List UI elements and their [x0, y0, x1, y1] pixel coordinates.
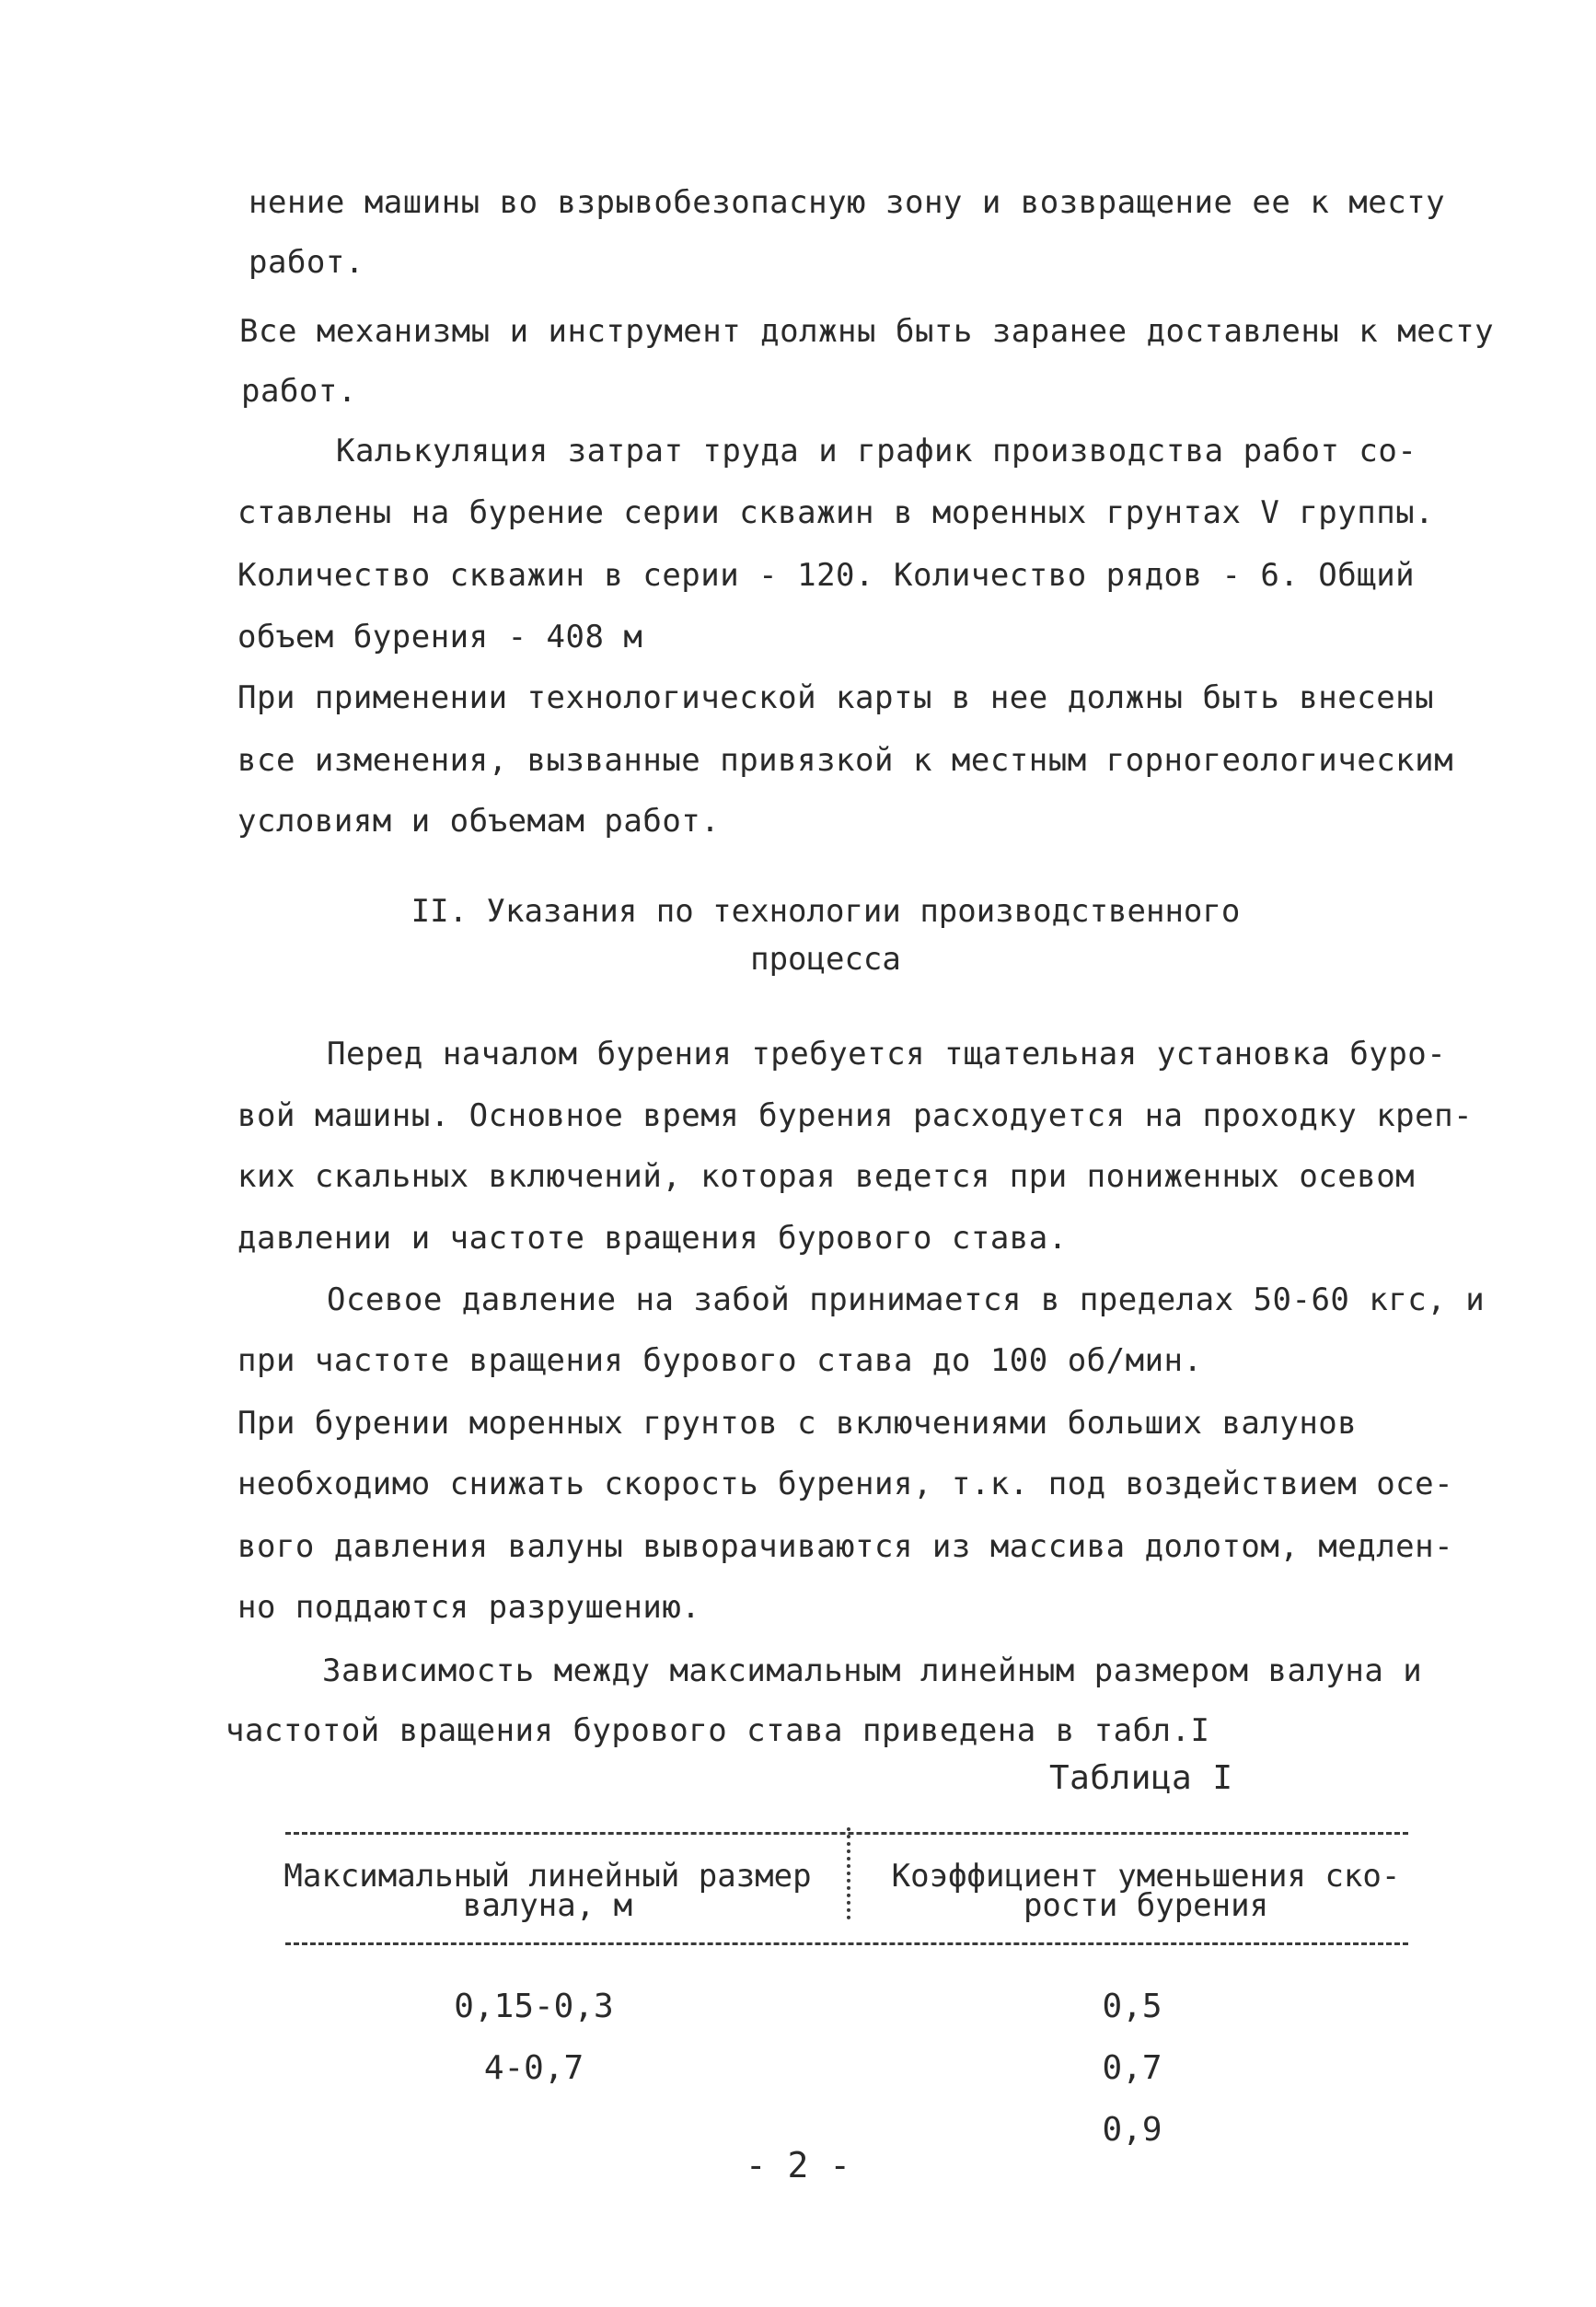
section-title: II. Указания по технологии производственного — [411, 893, 1241, 930]
text-line: При бурении моренных грунтов с включениями больших валунов — [237, 1405, 1358, 1442]
text-line: Все механизмы и инструмент должны быть заранее доставлены к месту — [239, 313, 1495, 350]
text-line: но поддаются разрушению. — [237, 1589, 701, 1626]
text-line: работ. — [241, 373, 357, 410]
text-line: вого давления валуны выворачиваются из массива долотом, медлен- — [237, 1528, 1454, 1565]
text-line: ких скальных включений, которая ведется при пониженных осевом — [237, 1158, 1416, 1195]
text-line: работ. — [249, 244, 364, 281]
table-header-cell: рости бурения — [1023, 1887, 1269, 1924]
table-cell-coef: 0,5 — [1102, 1988, 1162, 2025]
text-line: вой машины. Основное время бурения расходуется на проходку креп- — [237, 1097, 1474, 1134]
text-line: Количество скважин в серии - 120. Количество рядов - 6. Общий — [237, 557, 1416, 594]
text-line: условиям и объемам работ. — [237, 803, 721, 840]
table-cell-size: 0,15-0,3 — [454, 1988, 614, 2025]
page-number: - 2 - — [745, 2145, 851, 2185]
text-line: все изменения, вызванные привязкой к местным горногеологическим — [237, 742, 1454, 779]
table-cell-coef: 0,7 — [1102, 2049, 1162, 2087]
text-line: Калькуляция затрат труда и график производства работ со- — [336, 433, 1417, 470]
table-cell-size: 4-0,7 — [483, 2049, 584, 2087]
table-header-cell: Коэффициент уменьшения ско- — [891, 1858, 1401, 1895]
text-line: ставлены на бурение серии скважин в моренных грунтах V группы. — [237, 494, 1435, 531]
text-line: необходимо снижать скорость бурения, т.к. под воздействием осе- — [237, 1466, 1454, 1502]
table-caption: Таблица I — [1049, 1759, 1233, 1797]
table-header-cell: Максимальный линейный размер — [283, 1858, 812, 1895]
text-line: Перед началом бурения требуется тщательная установка буро- — [327, 1036, 1447, 1072]
text-line: При применении технологической карты в нее должны быть внесены — [237, 679, 1435, 716]
text-line: частотой вращения бурового става приведена в табл.I — [226, 1712, 1210, 1749]
text-line: Зависимость между максимальным линейным размером валуна и — [322, 1652, 1423, 1689]
text-line: Осевое давление на забой принимается в пределах 50-60 кгс, и — [327, 1281, 1486, 1318]
text-line: объем бурения - 408 м — [237, 619, 643, 655]
table-header-rule — [285, 1942, 1408, 1945]
text-line: нение машины во взрывобезопасную зону и возвращение ее к месту — [249, 184, 1446, 221]
column-separator — [847, 1827, 850, 1919]
table-cell-coef: 0,9 — [1102, 2111, 1162, 2149]
table-header-cell: валуна, м — [462, 1887, 633, 1924]
text-line: давлении и частоте вращения бурового става. — [237, 1220, 1068, 1257]
section-title: процесса — [750, 941, 901, 978]
text-line: при частоте вращения бурового става до 100 об/мин. — [237, 1342, 1203, 1379]
